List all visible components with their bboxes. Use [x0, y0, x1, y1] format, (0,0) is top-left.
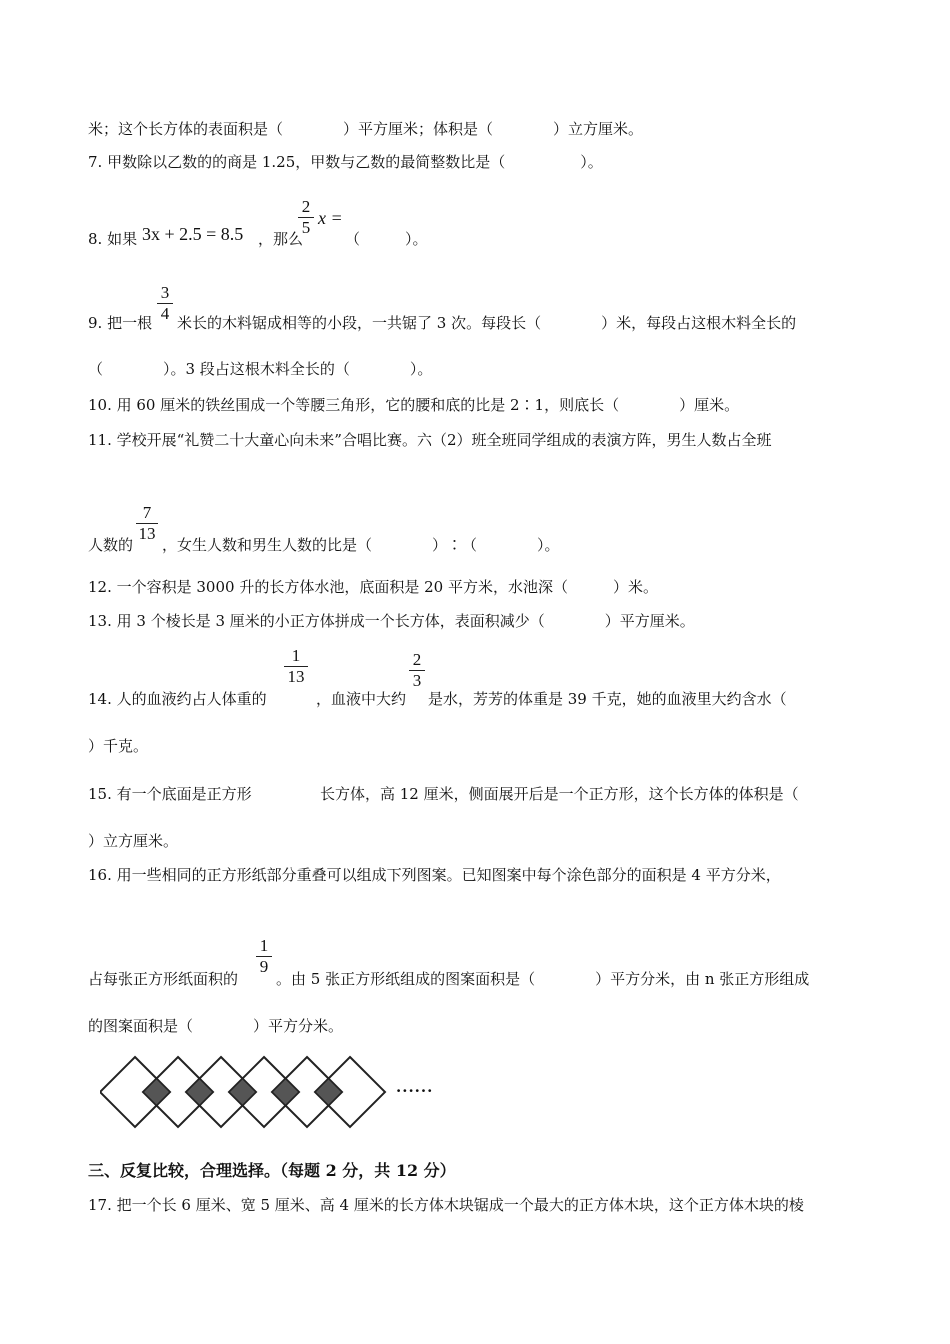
question-10: 10. 用 60 厘米的铁丝围成一个等腰三角形，它的腰和底的比是 2∶1，则底长（ ）厘米。 — [88, 396, 740, 414]
question-14-prefix: 14. 人的血液约占人体重的 — [88, 690, 267, 708]
continuation-dots: ······ — [396, 1082, 434, 1100]
question-16-prefix: 占每张正方形纸面积的 — [88, 970, 239, 988]
fraction-2-5: 2 5 — [298, 198, 314, 237]
question-15-line2: ）立方厘米。 — [88, 832, 179, 850]
question-11-body: ，女生人数和男生人数的比是（ ）∶（ ）。 — [162, 536, 560, 554]
question-16-body: 。由 5 张正方形纸组成的图案面积是（ ）平方分米，由 n 张正方形组成 — [276, 970, 810, 988]
fraction-1-9: 1 9 — [256, 937, 272, 976]
question-16-line3: 的图案面积是（ ）平方分米。 — [88, 1017, 344, 1035]
fraction-7-13: 7 13 — [136, 504, 158, 543]
question-15-part2: 长方体，高 12 厘米，侧面展开后是一个正方形，这个长方体的体积是（ — [320, 785, 799, 803]
shaded-overlap-3 — [229, 1079, 256, 1106]
question-11: 11. 学校开展“礼赞二十大童心向未来”合唱比赛。六（2）班全班同学组成的表演方阵，男生人数占全班 — [88, 431, 772, 449]
question-14-line2: ）千克。 — [88, 737, 149, 755]
fraction-3-4: 3 4 — [157, 284, 173, 323]
question-9-prefix: 9. 把一根 — [88, 314, 153, 332]
fraction-2-3: 2 3 — [409, 651, 425, 690]
question-14-body: 是水，芳芳的体重是 39 千克，她的血液里大约含水（ — [428, 690, 787, 708]
question-8-equation: 3x + 2.5 = 8.5 — [142, 224, 244, 244]
question-16: 16. 用一些相同的正方形纸部分重叠可以组成下列图案。已知图案中每个涂色部分的面积是 4 平方分米， — [88, 866, 781, 884]
question-9-body: 米长的木料锯成相等的小段，一共锯了 3 次。每段长（ ）米，每段占这根木料全长的 — [177, 314, 797, 332]
question-9-line2: （ ）。3 段占这根木料全长的（ ）。 — [88, 360, 433, 378]
question-17: 17. 把一个长 6 厘米、宽 5 厘米、高 4 厘米的长方体木块锯成一个最大的正方体木块，这个正方体木块的棱 — [88, 1196, 804, 1214]
q6-continuation: 米；这个长方体的表面积是（ ）平方厘米；体积是（ ）立方厘米。 — [88, 120, 644, 138]
question-14-mid: ，血液中大约 — [316, 690, 407, 708]
fraction-1-13: 1 13 — [284, 647, 308, 686]
question-8-blank: （ ）。 — [345, 230, 428, 248]
question-15-part1: 15. 有一个底面是正方形 — [88, 785, 252, 803]
question-8-variable: x = — [318, 208, 343, 228]
question-8-mid: ，那么 — [258, 230, 304, 248]
question-7: 7. 甲数除以乙数的的商是 1.25，甲数与乙数的最简整数比是（ ）。 — [88, 153, 603, 171]
shaded-overlap-4 — [272, 1079, 299, 1106]
question-8-prefix: 8. 如果 — [88, 230, 138, 248]
section-3-heading: 三、反复比较，合理选择。（每题 2 分，共 12 分） — [88, 1161, 456, 1180]
shaded-overlap-2 — [186, 1079, 213, 1106]
question-12: 12. 一个容积是 3000 升的长方体水池，底面积是 20 平方米，水池深（ ）米。 — [88, 578, 658, 596]
shaded-overlap-5 — [315, 1079, 342, 1106]
question-11-prefix: 人数的 — [88, 536, 134, 554]
question-13: 13. 用 3 个棱长是 3 厘米的小正方体拼成一个长方体，表面积减少（ ）平方厘米。 — [88, 612, 695, 630]
